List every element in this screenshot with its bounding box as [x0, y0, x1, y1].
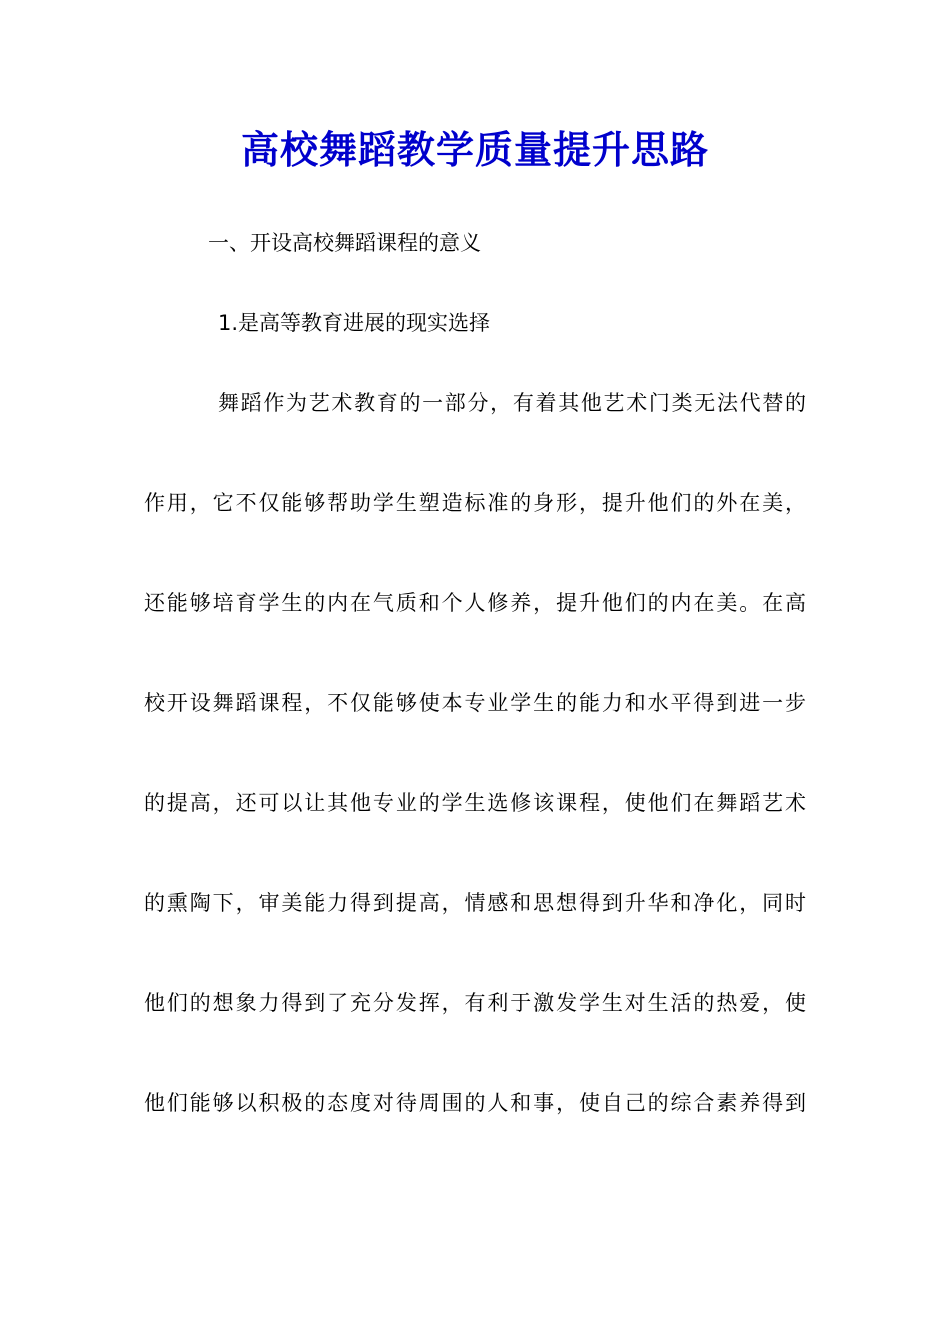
document-title: 高校舞蹈教学质量提升思路 — [240, 127, 709, 172]
paragraph-line-2: 作用，它不仅能够帮助学生塑造标准的身形，提升他们的外在美， — [144, 491, 806, 515]
paragraph-line-7: 他们的想象力得到了充分发挥，有利于激发学生对生活的热爱，使 — [144, 991, 806, 1015]
paragraph-line-6: 的熏陶下，审美能力得到提高，情感和思想得到升华和净化，同时 — [144, 891, 806, 915]
section-heading: 一、开设高校舞蹈课程的意义 — [208, 231, 481, 255]
paragraph-line-4: 校开设舞蹈课程，不仅能够使本专业学生的能力和水平得到进一步 — [144, 691, 806, 715]
paragraph-line-1: 舞蹈作为艺术教育的一部分，有着其他艺术门类无法代替的 — [218, 391, 806, 415]
paragraph-line-8: 他们能够以积极的态度对待周围的人和事，使自己的综合素养得到 — [144, 1091, 806, 1115]
subsection-heading: 1.是高等教育进展的现实选择 — [218, 311, 491, 335]
paragraph-line-5: 的提高，还可以让其他专业的学生选修该课程，使他们在舞蹈艺术 — [144, 791, 806, 815]
paragraph-line-3: 还能够培育学生的内在气质和个人修养，提升他们的内在美。在高 — [144, 591, 806, 615]
